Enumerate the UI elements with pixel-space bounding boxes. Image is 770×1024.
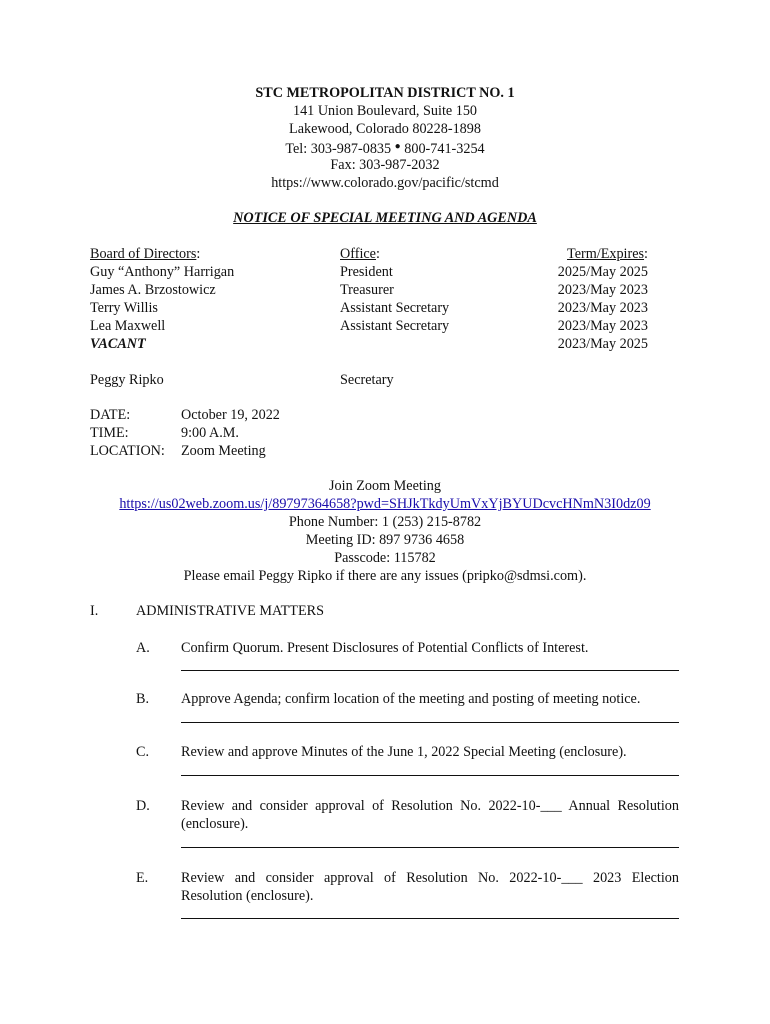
zoom-link[interactable]: https://us02web.zoom.us/j/89797364658?pwd=SHJkTkdyUmVxYjBYUDcvcHNmN3I0dz09 <box>119 496 651 512</box>
location-value: Zoom Meeting <box>181 443 266 459</box>
letterhead <box>0 84 770 192</box>
office-column <box>340 245 449 353</box>
address-line-2: Lakewood, Colorado 80228-1898 <box>289 121 481 137</box>
item-letter: E. <box>136 870 149 886</box>
term-value: 2023/May 2025 <box>557 336 648 352</box>
org-name: STC METROPOLITAN DISTRICT NO. 1 <box>255 85 515 101</box>
item-letter: A. <box>136 640 150 656</box>
signature-line <box>181 722 679 723</box>
address-line-1: 141 Union Boulevard, Suite 150 <box>292 103 478 119</box>
signature-line <box>181 670 679 671</box>
zoom-info <box>0 477 770 585</box>
time-label: TIME: <box>90 425 129 441</box>
directors-heading: Board of Directors: <box>90 246 201 262</box>
agenda-item-text: Review and consider approval of Resolution No. 2022-10-___ Annual Resolution (enclosure). <box>181 798 679 832</box>
secretary-name: Peggy Ripko <box>90 372 164 388</box>
agenda-item-text: Review and consider approval of Resolution No. 2022-10-___ 2023 Election Resolution (enclosure). <box>181 870 679 904</box>
zoom-email-note: Please email Peggy Ripko if there are any issues (pripko@sdmsi.com). <box>183 568 587 584</box>
agenda-item-text: Review and approve Minutes of the June 1, 2022 Special Meeting (enclosure). <box>181 744 627 760</box>
office-title: Assistant Secretary <box>340 318 450 334</box>
term-column <box>500 245 648 353</box>
signature-line <box>181 847 679 848</box>
bullet-icon: ● <box>394 141 401 152</box>
directors-column <box>90 245 234 353</box>
phone-line <box>0 138 770 156</box>
section-numeral: I. <box>90 603 99 619</box>
notice-title: NOTICE OF SPECIAL MEETING AND AGENDA <box>233 210 537 226</box>
zoom-phone: Phone Number: 1 (253) 215-8782 <box>288 514 482 530</box>
phone-secondary: 800-741-3254 <box>404 141 485 157</box>
term-heading: Term/Expires: <box>567 246 648 262</box>
item-letter: D. <box>136 798 150 814</box>
signature-line <box>181 918 679 919</box>
time-value: 9:00 A.M. <box>181 425 239 441</box>
phone-primary: Tel: 303-987-0835 <box>285 141 392 157</box>
director-name: James A. Brzostowicz <box>90 282 216 298</box>
zoom-join-label: Join Zoom Meeting <box>329 478 441 494</box>
agenda-item-text: Approve Agenda; confirm location of the meeting and posting of meeting notice. <box>181 691 641 707</box>
office-title: President <box>340 264 393 280</box>
signature-line <box>181 775 679 776</box>
zoom-meeting-id: Meeting ID: 897 9736 4658 <box>305 532 465 548</box>
zoom-passcode: Passcode: 115782 <box>334 550 436 566</box>
date-label: DATE: <box>90 407 131 423</box>
section-title: ADMINISTRATIVE MATTERS <box>136 603 324 619</box>
director-name-vacant: VACANT <box>90 336 146 352</box>
agenda-item-text: Confirm Quorum. Present Disclosures of Potential Conflicts of Interest. <box>181 640 589 656</box>
date-value: October 19, 2022 <box>181 407 280 423</box>
term-value: 2023/May 2023 <box>557 318 648 334</box>
item-letter: B. <box>136 691 150 707</box>
office-title: Treasurer <box>340 282 394 298</box>
term-value: 2023/May 2023 <box>557 282 648 298</box>
director-name: Guy “Anthony” Harrigan <box>90 264 235 280</box>
director-name: Lea Maxwell <box>90 318 166 334</box>
item-letter: C. <box>136 744 150 760</box>
website-url: https://www.colorado.gov/pacific/stcmd <box>271 175 499 191</box>
office-title <box>340 335 449 353</box>
location-label: LOCATION: <box>90 443 165 459</box>
fax-line: Fax: 303-987-2032 <box>330 157 440 173</box>
secretary-office: Secretary <box>340 372 394 388</box>
office-title: Assistant Secretary <box>340 300 450 316</box>
term-value: 2023/May 2023 <box>557 300 648 316</box>
director-name: Terry Willis <box>90 300 158 316</box>
term-value: 2025/May 2025 <box>557 264 648 280</box>
office-heading: Office: <box>340 246 380 262</box>
